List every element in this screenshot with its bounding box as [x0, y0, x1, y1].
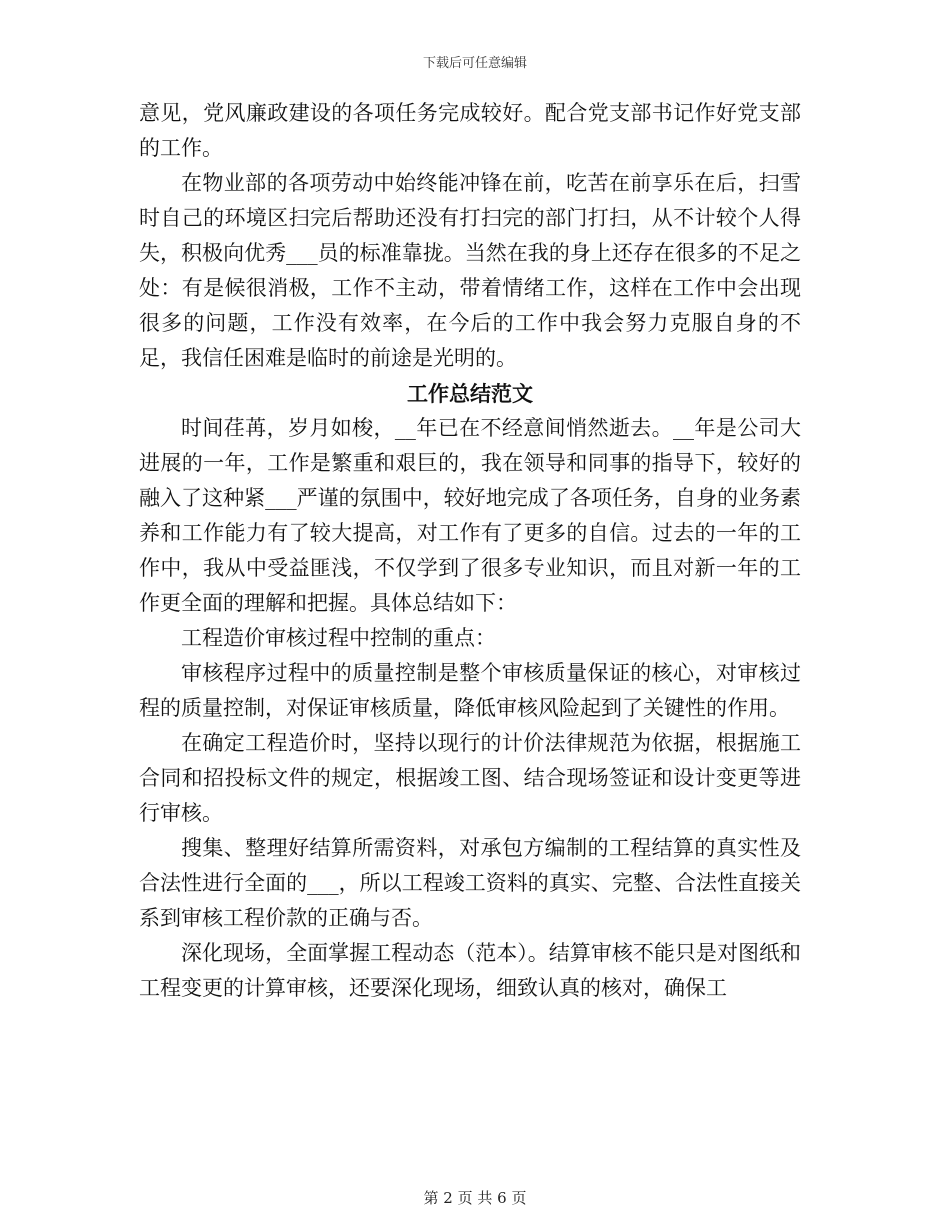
page-header: 下载后可任意编辑 [422, 56, 527, 71]
paragraph-6: 在确定工程造价时，坚持以现行的计价法律规范为依据，根据施工合同和招投标文件的规定，根据竣工图、结合现场签证和设计变更等进行审核。 [139, 731, 801, 825]
paragraph-2: 在物业部的各项劳动中始终能冲锋在前，吃苦在前享乐在后，扫雪时自己的环境区扫完后帮助还没有打扫完的部门打扫，从不计较个人得失，积极向优秀___员的标准靠拢。当然在我的身上还存在很多的不足之处：有是候很消极，工作不主动，带着情绪工作，这样在工作中会出现很多的问题，工作没有效率，在今后的工作中我会努力克服自身的不足，我信任困难是临时的前途是光明的。 [139, 171, 801, 370]
page-footer: 第 2 页 共 6 页 [423, 1189, 527, 1207]
paragraph-5: 审核程序过程中的质量控制是整个审核质量保证的核心，对审核过程的质量控制，对保证审核质量，降低审核风险起到了关键性的作用。 [139, 661, 801, 720]
paragraph-3: 时间荏苒，岁月如梭，__年已在不经意间悄然逝去。__年是公司大进展的一年，工作是繁重和艰巨的，我在领导和同事的指导下，较好的融入了这种紧___严谨的氛围中，较好地完成了各项任务，自身的业务素养和工作能力有了较大提高，对工作有了更多的自信。过去的一年的工作中，我从中受益匪浅，不仅学到了很多专业知识，而且对新一年的工作更全面的理解和把握。具体总结如下： [139, 416, 801, 615]
paragraph-7: 搜集、整理好结算所需资料，对承包方编制的工程结算的真实性及合法性进行全面的___，所以工程竣工资料的真实、完整、合法性直接关系到审核工程价款的正确与否。 [139, 836, 801, 930]
paragraph-4: 工程造价审核过程中控制的重点： [181, 626, 496, 650]
document-body [139, 96, 801, 1006]
paragraph-8: 深化现场，全面掌握工程动态（范本）。结算审核不能只是对图纸和工程变更的计算审核，还要深化现场，细致认真的核对，确保工 [139, 941, 801, 1000]
paragraph-1: 意见，党风廉政建设的各项任务完成较好。配合党支部书记作好党支部的工作。 [139, 101, 801, 160]
section-title: 工作总结范文 [407, 381, 533, 406]
